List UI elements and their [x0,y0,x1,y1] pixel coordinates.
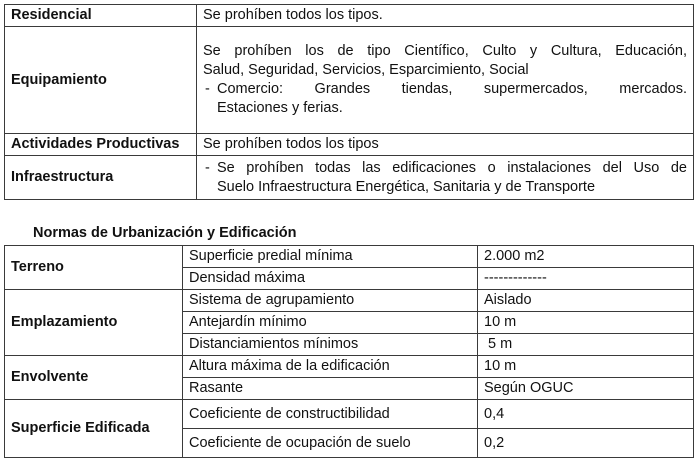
param-value: Aislado [478,290,694,312]
section-title: Normas de Urbanización y Edificación [33,225,297,241]
param-name: Altura máxima de la edificación [183,356,478,378]
param-value: 0,4 [478,400,694,429]
param-value: 5 m [478,334,694,356]
norms-table [4,245,694,458]
param-name: Coeficiente de constructibilidad [183,400,478,429]
group-label: Envolvente [5,356,183,400]
description-line: Salud, Seguridad, Servicios, Esparcimiento, Social [203,62,529,78]
param-value: 10 m [478,356,694,378]
group-label: Superficie Edificada [5,400,183,458]
bullet-dash: - [205,159,210,176]
description-line: Se prohíben todas las edificaciones o instalaciones del Uso de [217,159,687,176]
use-description: Se prohíben todos los tipos [197,134,694,156]
param-name: Sistema de agrupamiento [183,290,478,312]
description-line: Comercio: Grandes tiendas, supermercados, mercados. [217,81,687,97]
table-row [5,134,694,156]
table-row [5,27,694,134]
land-use-table [4,4,694,200]
param-name: Distanciamientos mínimos [183,334,478,356]
list-item [203,159,687,197]
table-row [5,246,694,268]
param-name: Superficie predial mínima [183,246,478,268]
param-value: ------------- [478,268,694,290]
table-row [5,156,694,200]
group-label: Terreno [5,246,183,290]
use-label: Actividades Productivas [5,134,197,156]
table-row [5,290,694,312]
param-value: 10 m [478,312,694,334]
param-name: Coeficiente de ocupación de suelo [183,429,478,458]
param-value: 0,2 [478,429,694,458]
param-name: Densidad máxima [183,268,478,290]
group-label: Emplazamiento [5,290,183,356]
list-item [203,80,687,118]
use-label: Residencial [5,5,197,27]
use-description: Se prohíben todos los tipos. [197,5,694,27]
param-value: 2.000 m2 [478,246,694,268]
use-description [197,27,694,134]
use-description [197,156,694,200]
param-value: Según OGUC [478,378,694,400]
table-row [5,400,694,429]
use-label: Equipamiento [5,27,197,134]
use-label: Infraestructura [5,156,197,200]
param-name: Rasante [183,378,478,400]
description-line: Suelo Infraestructura Energética, Sanitaria y de Transporte [217,178,596,195]
table-row [5,5,694,27]
bullet-dash: - [205,81,210,97]
description-line: Se prohíben los de tipo Científico, Culto y Cultura, Educación, [203,43,687,59]
param-name: Antejardín mínimo [183,312,478,334]
table-row [5,356,694,378]
description-line: Estaciones y ferias. [217,100,343,116]
